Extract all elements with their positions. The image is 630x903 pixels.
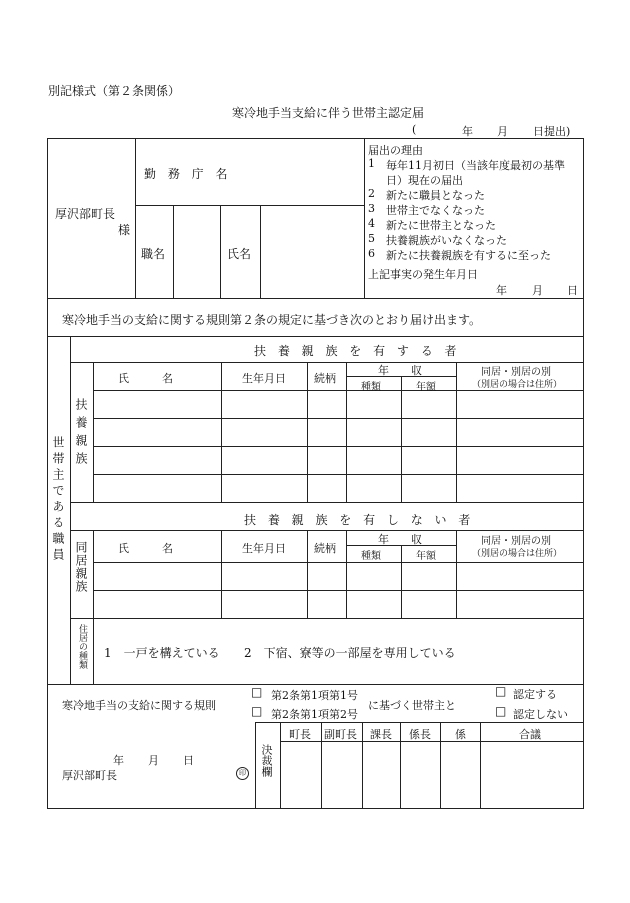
grid-line <box>93 562 583 563</box>
reason-text: 新たに世帯主となった <box>386 219 496 232</box>
col-birthdate: 生年月日 <box>242 372 286 385</box>
grid-line <box>93 474 583 475</box>
col-relation: 続柄 <box>314 372 336 385</box>
col-cohabit-note: （別居の場合は住所） <box>472 549 563 559</box>
grid-line <box>221 530 222 618</box>
grid-line <box>401 545 402 618</box>
form-border-top <box>47 138 583 139</box>
submit-open: ( <box>412 123 417 136</box>
grid-line <box>307 530 308 618</box>
approval-basis-text: に基づく世帯主と <box>368 699 456 712</box>
role-unit-chief: 係長 <box>409 728 431 741</box>
approval-rule-text: 寒冷地手当の支給に関する規則 <box>62 699 216 712</box>
reasons-heading: 届出の理由 <box>368 144 423 157</box>
grid-line <box>135 138 136 298</box>
col-income: 年 収 <box>378 364 422 377</box>
grid-line <box>362 722 363 808</box>
clause2-label: 第2条第1項第2号 <box>271 708 358 721</box>
reason-text: 日）現在の届出 <box>386 174 463 187</box>
role-section-chief: 課長 <box>370 728 392 741</box>
col-relation: 続柄 <box>314 542 336 555</box>
grid-line <box>346 362 347 502</box>
col-income-amount: 年額 <box>416 551 436 562</box>
role-deputy-mayor: 副町長 <box>324 728 357 741</box>
grid-line <box>93 390 583 391</box>
grid-line <box>255 722 256 808</box>
col-cohabit: 同居・別居の別 <box>481 367 551 378</box>
grid-line <box>47 336 583 337</box>
col-birthdate: 生年月日 <box>242 542 286 555</box>
submit-year: 年 <box>462 125 473 138</box>
grid-line <box>440 722 441 808</box>
grid-line <box>93 590 583 591</box>
reason-text: 扶養親族がいなくなった <box>386 234 507 247</box>
reason-text: 世帯主でなくなった <box>386 204 485 217</box>
position-label: 職名 <box>141 247 166 261</box>
name-label: 氏名 <box>227 247 252 261</box>
with-dependents-heading: 扶 養 親 族 を 有 す る 者 <box>254 344 461 358</box>
grid-line <box>93 418 583 419</box>
col-income-type: 種類 <box>361 382 381 393</box>
reason-number: 3 <box>368 202 375 215</box>
grid-line <box>364 138 365 298</box>
reason-text: 新たに職員となった <box>386 189 485 202</box>
reason-number: 4 <box>368 217 375 230</box>
grid-line <box>480 722 481 808</box>
grid-line <box>307 362 308 502</box>
residence-option-2: 2 下宿、寮等の一部屋を専用している <box>244 646 456 660</box>
form-number: 別記様式（第２条関係） <box>48 84 181 98</box>
residence-option-1: 1 一戸を構えている <box>104 646 220 660</box>
col-name: 氏 名 <box>118 542 173 555</box>
cohabitants-side-label: 同居親族 <box>74 541 88 593</box>
occurrence-date-label: 上記事実の発生年月日 <box>368 268 478 281</box>
col-cohabit: 同居・別居の別 <box>481 536 551 547</box>
col-income: 年 収 <box>378 533 422 546</box>
form-border-left <box>47 138 48 809</box>
form-border-bottom <box>47 808 583 809</box>
grid-line <box>346 530 347 618</box>
approval-day: 日 <box>183 754 194 767</box>
grid-line <box>70 502 583 503</box>
form-title: 寒冷地手当支給に伴う世帯主認定届 <box>232 106 425 120</box>
role-staff: 係 <box>455 728 466 741</box>
grid-line <box>255 722 583 723</box>
clause1-label: 第2条第1項第1号 <box>271 689 358 702</box>
grid-line <box>220 205 221 298</box>
grid-line <box>70 336 71 684</box>
grid-line <box>70 530 583 531</box>
reason-number: 1 <box>368 157 375 170</box>
recipient-honorific: 様 <box>118 223 131 237</box>
reason-number: 5 <box>368 232 375 245</box>
approve-label: 認定する <box>513 688 557 701</box>
reason-number: 6 <box>368 247 375 260</box>
col-income-amount: 年額 <box>416 382 436 393</box>
submit-month: 月 <box>497 125 508 138</box>
grid-line <box>260 205 261 298</box>
grid-line <box>400 722 401 808</box>
occurrence-day: 日 <box>567 284 578 297</box>
role-mayor: 町長 <box>289 728 311 741</box>
grid-line <box>221 362 222 502</box>
role-consultation: 合議 <box>519 728 541 741</box>
occurrence-year: 年 <box>496 284 507 297</box>
clause2-checkbox[interactable]: □ <box>251 704 263 718</box>
grid-line <box>93 362 94 502</box>
col-cohabit-note: （別居の場合は住所） <box>472 380 563 390</box>
occurrence-month: 月 <box>532 284 543 297</box>
dependents-side-label: 扶養親族 <box>74 398 88 470</box>
grid-line <box>456 530 457 618</box>
declaration-text: 寒冷地手当の支給に関する規則第２条の規定に基づき次のとおり届け出ます。 <box>62 313 482 327</box>
grid-line <box>401 376 402 502</box>
household-side-label: 世帯主である職員 <box>51 436 65 564</box>
grid-line <box>47 298 583 299</box>
approval-signer: 厚沢部町長 <box>62 769 117 782</box>
grid-line <box>280 722 281 808</box>
grid-line <box>135 205 364 206</box>
form-border-right <box>583 138 584 809</box>
reason-number: 2 <box>368 187 375 200</box>
seal-mark: 印 <box>236 767 249 780</box>
approval-month: 月 <box>148 754 159 767</box>
residence-label: 住居の種類 <box>77 624 87 669</box>
reject-checkbox[interactable]: □ <box>495 704 507 718</box>
reason-text: 新たに扶養親族を有するに至った <box>386 249 551 262</box>
grid-line <box>93 530 94 618</box>
reject-label: 認定しない <box>513 708 568 721</box>
recipient-name: 厚沢部町長 <box>55 207 116 221</box>
grid-line <box>70 618 583 619</box>
decision-label: 決裁欄 <box>260 744 273 777</box>
clause1-checkbox[interactable]: □ <box>251 685 263 699</box>
approve-checkbox[interactable]: □ <box>495 684 507 698</box>
col-name: 氏 名 <box>118 372 173 385</box>
without-dependents-heading: 扶 養 親 族 を 有 し な い 者 <box>244 513 475 527</box>
approval-year: 年 <box>113 754 124 767</box>
grid-line <box>93 618 94 684</box>
reason-text: 毎年11月初日（当該年度最初の基準 <box>386 159 565 172</box>
grid-line <box>93 446 583 447</box>
department-label: 勤 務 庁 名 <box>144 167 232 181</box>
col-income-type: 種類 <box>361 551 381 562</box>
grid-line <box>321 722 322 808</box>
grid-line <box>173 205 174 298</box>
submit-day: 日提出) <box>533 125 571 138</box>
grid-line <box>456 362 457 502</box>
